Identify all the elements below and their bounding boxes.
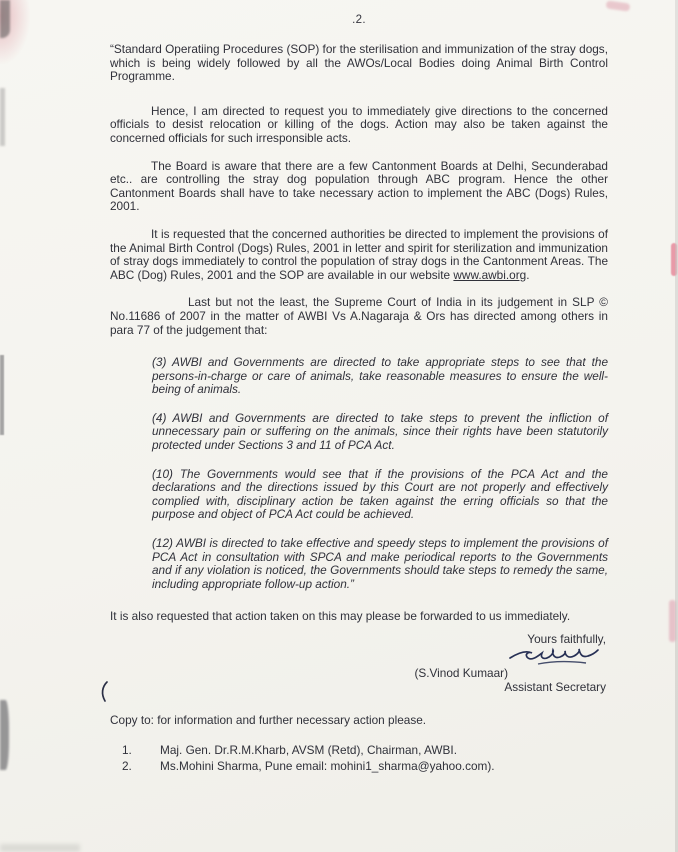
signatory-title: Assistant Secretary: [504, 680, 606, 694]
page-number: .2.: [352, 14, 366, 26]
scan-artifact-corner-dark: [0, 0, 10, 38]
quote-para-12: (12) AWBI is directed to take effective and speedy steps to implement the provisions of PCA Act in consultation with SPCA and make periodical reports to the Governments and if any violation is noticed, the Governments should take steps to remedy the same, including appropriate follow-up action.”: [152, 536, 608, 591]
copy-item-text: Maj. Gen. Dr.R.M.Kharb, AVSM (Retd), Chairman, AWBI.: [160, 743, 457, 757]
copy-item-number: 2.: [122, 758, 132, 773]
closing-note: It is also requested that action taken on this may please be forwarded to us immediately.: [110, 609, 571, 624]
para-requested-end: .: [526, 267, 530, 282]
scan-artifact-top-pink: [606, 0, 631, 11]
copy-item-number: 1.: [122, 743, 132, 757]
quote-para-4: (4) AWBI and Governments are directed to take steps to prevent the infliction of unnecessary pain or suffering on the animals, since their rights have been statutorily protected under Sections 3 and 11 of PCA Act.: [152, 410, 608, 453]
quote-para-3: (3) AWBI and Governments are directed to take appropriate steps to see that the persons-in-charge or care of animals, take reasonable measures to ensure the well-being of animals.: [152, 355, 608, 397]
para-sop: “Standard Operatiing Procedures (SOP) for the sterilisation and immunization of the stray dogs, which is being widely followed by all the AWOs/Local Bodies doing Animal Birth Control Programme.: [110, 42, 608, 84]
para-judgement-intro: Last but not the least, the Supreme Court of India in its judgement in SLP © No.11686 of 2007 in the matter of AWBI Vs A.Nagaraja & Ors has directed among others in para 77 of the judgement that:: [110, 295, 608, 337]
scan-artifact-left-streak-2: [0, 355, 4, 435]
copy-item: [122, 743, 608, 759]
copy-to-section: [110, 713, 608, 774]
scan-artifact-bottom-shadow: [0, 844, 80, 852]
signatory-name: (S.Vinod Kumaar): [414, 666, 508, 680]
scan-artifact-right-pink-2: [669, 600, 676, 642]
para-board: The Board is aware that there are a few Cantonment Boards at Delhi, Secunderabad etc.. are controlling the stray dog population through ABC program. Hence the other Cantonment Boards shall have to take necessary action to implement the ABC (Dogs) Rules, 2001.: [110, 158, 608, 214]
website-link: www.awbi.org: [453, 267, 527, 282]
para-requested: [110, 228, 608, 282]
scan-artifact-corner-pink: [0, 0, 30, 64]
scan-artifact-left-blob: [0, 700, 9, 770]
signature-block: [110, 632, 608, 694]
copy-to-list: [110, 743, 608, 774]
valediction: Yours faithfully,: [527, 632, 606, 646]
scan-artifact-right-pink: [671, 243, 677, 276]
copy-to-heading: Copy to: for information and further necessary action please.: [110, 713, 427, 727]
scan-artifact-left-streak: [0, 88, 5, 146]
pen-mark: [98, 680, 110, 709]
copy-item-text: Ms.Mohini Sharma, Pune email: mohini1_sharma@yahoo.com).: [160, 758, 495, 773]
para-requested-text: It is requested that the concerned authorities be directed to implement the provisions of the Animal Birth Control (Dogs) Rules, 2001 in letter and spirit for sterilization and immunization of stray dogs immediately to control the population of stray dogs in the Cantonment Areas. The ABC (Dog) Rules, 2001 and the SOP are available in our website: [110, 226, 608, 282]
letter-body: [110, 0, 608, 774]
quote-para-10: (10) The Governments would see that if the provisions of the PCA Act and the declarations and the directions issued by this Court are not properly and effectively complied with, disciplinary action be taken against the erring officials so that the purpose and object of PCA Act could be achieved.: [152, 466, 608, 522]
copy-item: [122, 759, 608, 775]
para-hence: Hence, I am directed to request you to immediately give directions to the concerned officials to desist relocation or killing of the dogs. Action may also be taken against the concerned officials for such irresponsible acts.: [110, 103, 608, 145]
